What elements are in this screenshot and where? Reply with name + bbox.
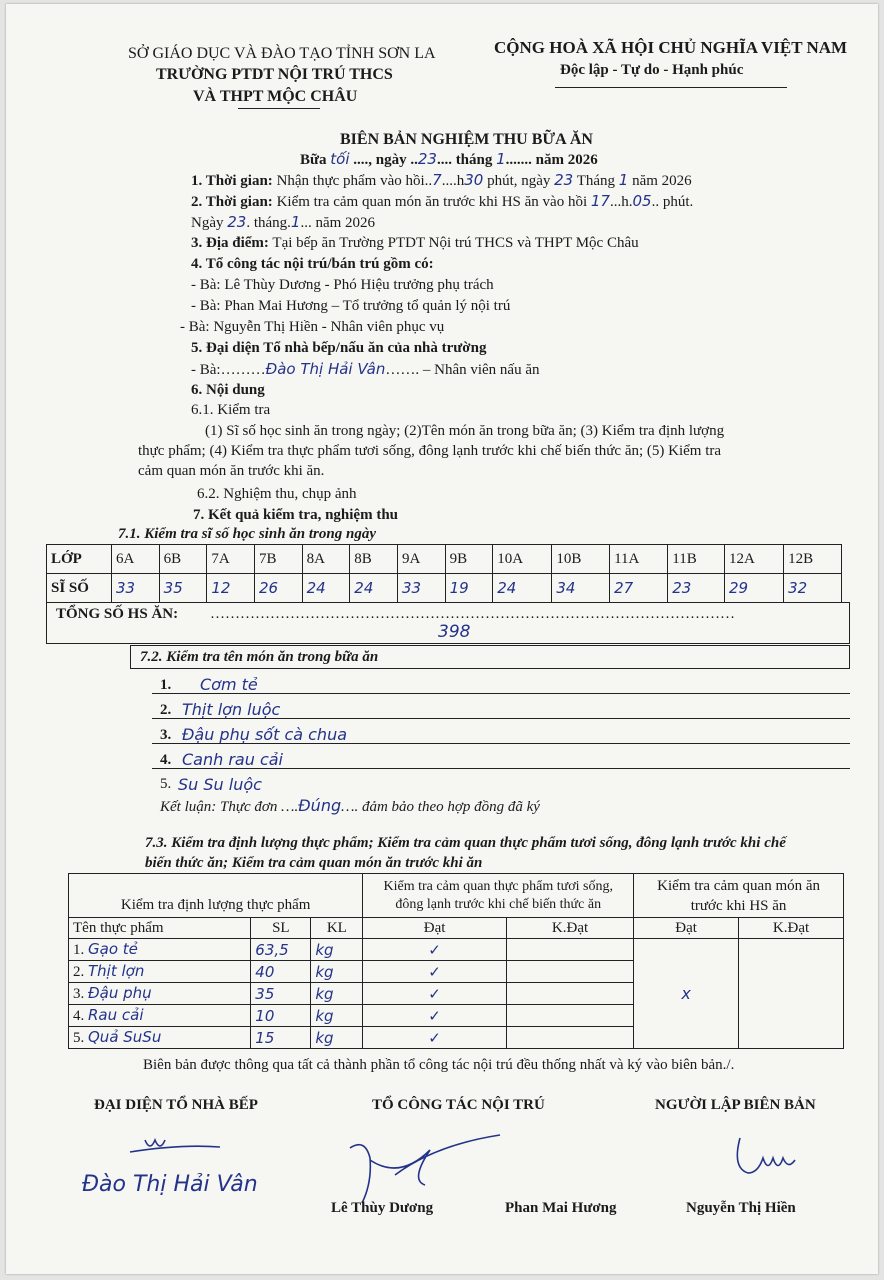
dish-number: 5. <box>160 776 172 792</box>
fresh-pass-mark: ✓ <box>363 983 507 1005</box>
class-cell: 7B <box>254 545 302 574</box>
item-6-label: 6. Nội dung <box>191 382 265 398</box>
count-cell: 24 <box>493 574 552 603</box>
dish-pass-mark: x <box>634 939 739 1049</box>
meal-line: Bữa tối ...., ngày ..23.... tháng 1....... năm 2026 <box>300 150 598 168</box>
food-sl-cell: 10 <box>251 1005 311 1027</box>
fresh-pass-mark: ✓ <box>363 1027 507 1049</box>
check-list-line1: (1) Sĩ số học sinh ăn trong ngày; (2)Tên món ăn trong bữa ăn; (3) Kiểm tra định lượng <box>205 423 725 439</box>
dish-name: Su Su luộc <box>178 775 262 794</box>
food-kl-cell: kg <box>311 1027 363 1049</box>
food-name-cell: 3. Đậu phụ <box>69 983 251 1005</box>
dish-line <box>152 743 850 744</box>
item-7-label: 7. Kết quả kiểm tra, nghiệm thu <box>193 507 399 523</box>
count-cell: 35 <box>159 574 207 603</box>
header-underline-left <box>238 108 320 109</box>
motto: Độc lập - Tự do - Hạnh phúc <box>560 62 744 78</box>
count-cell: 34 <box>552 574 610 603</box>
food-row <box>69 939 844 961</box>
total-dots: …………………………………………………………………………………………… <box>210 606 735 622</box>
class-cell: 11A <box>610 545 668 574</box>
total-value: 398 <box>438 622 471 642</box>
attendance-table <box>46 544 842 603</box>
class-cell: 8B <box>350 545 398 574</box>
food-name-cell: 4. Rau cải <box>69 1005 251 1027</box>
food-sl-cell: 63,5 <box>251 939 311 961</box>
count-cell: 33 <box>397 574 445 603</box>
class-cell: 9A <box>397 545 445 574</box>
item-4-label: 4. Tổ công tác nội trú/bán trú gồm có: <box>191 256 434 272</box>
class-cell: 6A <box>112 545 160 574</box>
meal-day: 23 <box>417 150 437 168</box>
food-check-table <box>68 873 844 1049</box>
dish-line <box>152 693 850 694</box>
count-cell: 19 <box>445 574 493 603</box>
document-title: BIÊN BẢN NGHIỆM THU BỮA ĂN <box>340 131 593 148</box>
col-sl: SL <box>251 918 311 939</box>
fresh-header: Kiểm tra cảm quan thực phẩm tươi sống, đông lạnh trước khi chế biến thức ăn <box>363 874 634 918</box>
kitchen-signature-mark <box>130 1140 220 1152</box>
dish-number: 1. <box>160 677 172 693</box>
school-name-line1: TRƯỜNG PTDT NỘI TRÚ THCS <box>156 66 393 83</box>
dish-fail-cell <box>739 939 844 1049</box>
class-row-label: LỚP <box>47 545 112 574</box>
food-sl-cell: 40 <box>251 961 311 983</box>
author-signature-mark <box>737 1138 795 1173</box>
item-3: 3. Địa điểm: Tại bếp ăn Trường PTDT Nội trú THCS và THPT Mộc Châu <box>191 235 639 251</box>
item-1: 1. Thời gian: Nhận thực phẩm vào hồi..7....h30 phút, ngày 23 Tháng 1 năm 2026 <box>191 171 692 189</box>
count-cell: 24 <box>302 574 350 603</box>
item-5-staff: - Bà:………Đào Thị Hải Vân……. – Nhân viên nấu ăn <box>191 360 540 378</box>
food-kl-cell: kg <box>311 961 363 983</box>
class-cell: 8A <box>302 545 350 574</box>
member-2: - Bà: Phan Mai Hương – Tổ trưởng tổ quản lý nội trú <box>191 298 511 314</box>
count-cell: 29 <box>725 574 784 603</box>
section-6-2: 6.2. Nghiệm thu, chụp ảnh <box>197 486 357 502</box>
col-kl: KL <box>311 918 363 939</box>
member-3: - Bà: Nguyễn Thị Hiền - Nhân viên phục vụ <box>180 319 445 335</box>
count-cell: 12 <box>207 574 255 603</box>
count-cell: 23 <box>668 574 725 603</box>
team-signature-mark <box>350 1135 500 1203</box>
section-6-1: 6.1. Kiểm tra <box>191 402 271 418</box>
col-dish-pass: Đạt <box>634 918 739 939</box>
food-kl-cell: kg <box>311 1005 363 1027</box>
team-member-1: Lê Thùy Dương <box>331 1200 434 1216</box>
col-dish-fail: K.Đạt <box>739 918 844 939</box>
dish-name: Đậu phụ sốt cà chua <box>182 725 348 744</box>
check-list-line3: cảm quan món ăn trước khi ăn. <box>138 463 325 479</box>
class-cell: 10B <box>552 545 610 574</box>
section-7-3-title-line1: 7.3. Kiểm tra định lượng thực phẩm; Kiểm tra cảm quan thực phẩm tươi sống, đông lạnh trước khi chế <box>145 835 786 851</box>
nation-title: CỘNG HOÀ XÃ HỘI CHỦ NGHĨA VIỆT NAM <box>494 38 848 57</box>
count-cell: 24 <box>350 574 398 603</box>
dish-name: Canh rau cải <box>182 750 283 769</box>
fresh-pass-mark: ✓ <box>363 1005 507 1027</box>
fresh-fail-cell <box>506 961 633 983</box>
food-sl-cell: 15 <box>251 1027 311 1049</box>
dish-line <box>152 718 850 719</box>
class-cell: 12A <box>725 545 784 574</box>
check-list-line2: thực phẩm; (4) Kiểm tra thực phẩm tươi sống, đông lạnh trước khi chế biến thức ăn; (5) Kiểm tra <box>138 443 722 459</box>
food-name-cell: 2. Thịt lợn <box>69 961 251 983</box>
school-name-line2: VÀ THPT MỘC CHÂU <box>193 88 358 105</box>
item-5-label: 5. Đại diện Tổ nhà bếp/nấu ăn của nhà trường <box>191 340 487 356</box>
dish-number: 3. <box>160 727 172 743</box>
dish-name: Thịt lợn luộc <box>182 700 281 719</box>
class-cell: 11B <box>668 545 725 574</box>
fresh-pass-mark: ✓ <box>363 939 507 961</box>
dish-line <box>152 768 850 769</box>
meal-value: tối <box>330 150 350 168</box>
fresh-fail-cell <box>506 1027 633 1049</box>
col-food-name: Tên thực phẩm <box>69 918 251 939</box>
section-7-2-title: 7.2. Kiểm tra tên món ăn trong bữa ăn <box>140 649 379 665</box>
author-label: NGƯỜI LẬP BIÊN BẢN <box>655 1097 816 1113</box>
count-cell: 27 <box>610 574 668 603</box>
food-kl-cell: kg <box>311 939 363 961</box>
dish-check-header: Kiểm tra cảm quan món ăn trước khi HS ăn <box>634 874 844 918</box>
col-fresh-fail: K.Đạt <box>506 918 633 939</box>
fresh-fail-cell <box>506 939 633 961</box>
class-cell: 12B <box>784 545 842 574</box>
section-7-3-title-line2: biến thức ăn; Kiểm tra cảm quan món ăn trước khi ăn <box>145 855 483 871</box>
total-label: TỔNG SỐ HS ĂN: <box>56 606 179 622</box>
dish-number: 4. <box>160 752 172 768</box>
closing-statement: Biên bản được thông qua tất cả thành phần tổ công tác nội trú đều thống nhất và ký vào biên bản./. <box>143 1057 735 1073</box>
member-1: - Bà: Lê Thùy Dương - Phó Hiệu trưởng phụ trách <box>191 277 494 293</box>
count-cell: 32 <box>784 574 842 603</box>
class-cell: 10A <box>493 545 552 574</box>
motto-underline <box>555 87 787 88</box>
fresh-fail-cell <box>506 1005 633 1027</box>
col-fresh-pass: Đạt <box>363 918 507 939</box>
kitchen-rep-name: Đào Thị Hải Vân <box>82 1172 258 1197</box>
kitchen-staff-name: Đào Thị Hải Vân <box>265 360 386 378</box>
count-row <box>47 574 842 603</box>
food-name-cell: 5. Quả SuSu <box>69 1027 251 1049</box>
food-name-cell: 1. Gạo tẻ <box>69 939 251 961</box>
food-sl-cell: 35 <box>251 983 311 1005</box>
qty-header: Kiểm tra định lượng thực phẩm <box>69 874 363 918</box>
fresh-fail-cell <box>506 983 633 1005</box>
class-cell: 9B <box>445 545 493 574</box>
kitchen-rep-label: ĐẠI DIỆN TỔ NHÀ BẾP <box>94 1097 258 1113</box>
count-row-label: SĨ SỐ <box>47 574 112 603</box>
menu-conclusion: Kết luận: Thực đơn ….Đúng…. đảm bảo theo hợp đồng đã ký <box>160 796 540 815</box>
fresh-pass-mark: ✓ <box>363 961 507 983</box>
dish-number: 2. <box>160 702 172 718</box>
meal-month: 1 <box>496 150 506 168</box>
dish-name: Cơm tẻ <box>200 675 258 694</box>
class-cell: 7A <box>207 545 255 574</box>
item-2-line2: Ngày 23. tháng.1... năm 2026 <box>191 213 376 231</box>
item-2: 2. Thời gian: Kiểm tra cảm quan món ăn trước khi HS ăn vào hồi 17...h.05.. phút. <box>191 192 694 210</box>
author-name: Nguyễn Thị Hiền <box>686 1200 796 1216</box>
team-member-2: Phan Mai Hương <box>505 1200 617 1216</box>
count-cell: 26 <box>254 574 302 603</box>
department-name: SỞ GIÁO DỤC VÀ ĐÀO TẠO TỈNH SƠN LA <box>128 45 436 62</box>
team-label: TỔ CÔNG TÁC NỘI TRÚ <box>372 1097 545 1113</box>
class-row <box>47 545 842 574</box>
food-kl-cell: kg <box>311 983 363 1005</box>
class-cell: 6B <box>159 545 207 574</box>
section-7-1-title: 7.1. Kiểm tra sĩ số học sinh ăn trong ngày <box>118 526 376 542</box>
count-cell: 33 <box>112 574 160 603</box>
